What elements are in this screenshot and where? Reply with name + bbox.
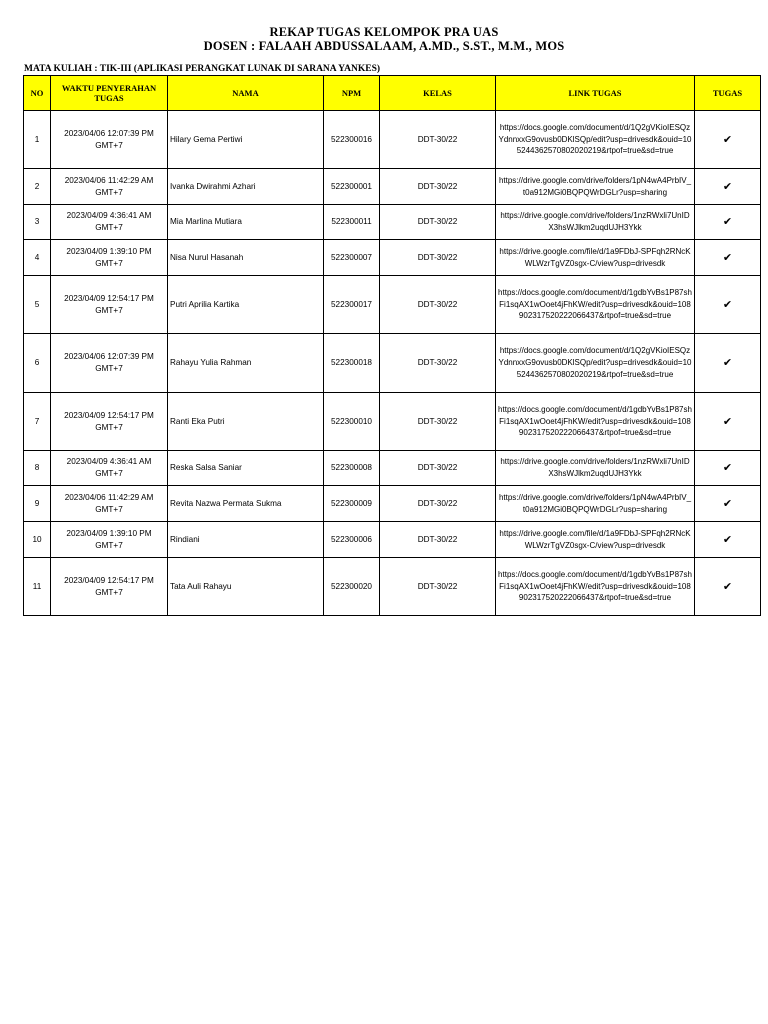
checkmark-icon: ✔	[695, 205, 761, 240]
column-header-kelas: KELAS	[380, 76, 496, 111]
student-name: Ivanka Dwirahmi Azhari	[168, 169, 324, 205]
submission-time: 2023/04/09 1:39:10 PM GMT+7	[51, 240, 168, 276]
table-row	[24, 393, 761, 451]
row-number: 2	[24, 169, 51, 205]
assignment-link[interactable]: https://docs.google.com/document/d/1Q2gVKioIESQzYdnnxxG9ovusb0DKlSQp/edit?usp=drivesdk&ouid=105244362570802020219&rtpof=true&sd=true	[496, 111, 695, 169]
row-number: 1	[24, 111, 51, 169]
assignment-link[interactable]: https://drive.google.com/drive/folders/1nzRWxli7UnIDX3hsWJlkm2uqdUJH3Ykk	[496, 451, 695, 486]
submission-time: 2023/04/09 4:36:41 AM GMT+7	[51, 451, 168, 486]
submission-time: 2023/04/09 1:39:10 PM GMT+7	[51, 522, 168, 558]
student-npm: 522300006	[324, 522, 380, 558]
student-class: DDT-30/22	[380, 205, 496, 240]
table-row	[24, 522, 761, 558]
assignment-link[interactable]: https://drive.google.com/file/d/1a9FDbJ-SPFqh2RNcKWLWzrTgVZ0sgx-C/view?usp=drivesdk	[496, 522, 695, 558]
student-class: DDT-30/22	[380, 169, 496, 205]
assignment-link[interactable]: https://docs.google.com/document/d/1gdbYvBs1P87shFi1sqAX1wOoet4jFhKW/edit?usp=drivesdk&ouid=108902317520222066437&rtpof=true&sd=true	[496, 393, 695, 451]
submission-time: 2023/04/09 12:54:17 PM GMT+7	[51, 393, 168, 451]
checkmark-icon: ✔	[695, 486, 761, 522]
student-name: Reska Salsa Saniar	[168, 451, 324, 486]
row-number: 4	[24, 240, 51, 276]
student-npm: 522300016	[324, 111, 380, 169]
student-npm: 522300020	[324, 558, 380, 616]
checkmark-icon: ✔	[695, 522, 761, 558]
row-number: 11	[24, 558, 51, 616]
column-header-link: LINK TUGAS	[496, 76, 695, 111]
student-name: Tata Auli Rahayu	[168, 558, 324, 616]
student-class: DDT-30/22	[380, 393, 496, 451]
checkmark-icon: ✔	[695, 393, 761, 451]
table-row	[24, 240, 761, 276]
assignment-link[interactable]: https://docs.google.com/document/d/1Q2gVKioIESQzYdnnxxG9ovusb0DKlSQp/edit?usp=drivesdk&ouid=105244362570802020219&rtpof=true&sd=true	[496, 334, 695, 393]
student-npm: 522300010	[324, 393, 380, 451]
column-header-npm: NPM	[324, 76, 380, 111]
student-class: DDT-30/22	[380, 522, 496, 558]
assignment-link[interactable]: https://docs.google.com/document/d/1gdbYvBs1P87shFi1sqAX1wOoet4jFhKW/edit?usp=drivesdk&ouid=108902317520222066437&rtpof=true&sd=true	[496, 276, 695, 334]
row-number: 6	[24, 334, 51, 393]
student-class: DDT-30/22	[380, 451, 496, 486]
column-header-nama: NAMA	[168, 76, 324, 111]
student-npm: 522300008	[324, 451, 380, 486]
table-header-row	[24, 76, 761, 111]
student-npm: 522300017	[324, 276, 380, 334]
student-name: Revita Nazwa Permata Sukma	[168, 486, 324, 522]
student-class: DDT-30/22	[380, 558, 496, 616]
student-npm: 522300018	[324, 334, 380, 393]
column-header-tugas: TUGAS	[695, 76, 761, 111]
student-class: DDT-30/22	[380, 240, 496, 276]
table-row	[24, 558, 761, 616]
row-number: 8	[24, 451, 51, 486]
assignment-link[interactable]: https://drive.google.com/drive/folders/1pN4wA4PrbIV_t0a912MGi0BQPQWrDGLr?usp=sharing	[496, 486, 695, 522]
column-header-no: NO	[24, 76, 51, 111]
student-name: Putri Aprilia Kartika	[168, 276, 324, 334]
student-npm: 522300011	[324, 205, 380, 240]
assignment-link[interactable]: https://docs.google.com/document/d/1gdbYvBs1P87shFi1sqAX1wOoet4jFhKW/edit?usp=drivesdk&ouid=108902317520222066437&rtpof=true&sd=true	[496, 558, 695, 616]
student-name: Mia Marlina Mutiara	[168, 205, 324, 240]
table-row	[24, 486, 761, 522]
submission-time: 2023/04/09 12:54:17 PM GMT+7	[51, 276, 168, 334]
lecturer-title: DOSEN : FALAAH ABDUSSALAAM, A.MD., S.ST., M.M., MOS	[203, 39, 565, 53]
submission-time: 2023/04/06 11:42:29 AM GMT+7	[51, 169, 168, 205]
student-class: DDT-30/22	[380, 334, 496, 393]
table-row	[24, 169, 761, 205]
row-number: 10	[24, 522, 51, 558]
assignment-link[interactable]: https://drive.google.com/drive/folders/1pN4wA4PrbIV_t0a912MGi0BQPQWrDGLr?usp=sharing	[496, 169, 695, 205]
checkmark-icon: ✔	[695, 111, 761, 169]
student-name: Hilary Gema Pertiwi	[168, 111, 324, 169]
checkmark-icon: ✔	[695, 558, 761, 616]
checkmark-icon: ✔	[695, 451, 761, 486]
student-name: Nisa Nurul Hasanah	[168, 240, 324, 276]
student-name: Rahayu Yulia Rahman	[168, 334, 324, 393]
table-row	[24, 334, 761, 393]
student-class: DDT-30/22	[380, 276, 496, 334]
student-class: DDT-30/22	[380, 486, 496, 522]
student-npm: 522300009	[324, 486, 380, 522]
assignment-link[interactable]: https://drive.google.com/file/d/1a9FDbJ-SPFqh2RNcKWLWzrTgVZ0sgx-C/view?usp=drivesdk	[496, 240, 695, 276]
checkmark-icon: ✔	[695, 169, 761, 205]
row-number: 5	[24, 276, 51, 334]
student-name: Rindiani	[168, 522, 324, 558]
submission-time: 2023/04/09 4:36:41 AM GMT+7	[51, 205, 168, 240]
document-title: REKAP TUGAS KELOMPOK PRA UAS	[269, 25, 499, 39]
submission-time: 2023/04/09 12:54:17 PM GMT+7	[51, 558, 168, 616]
student-npm: 522300007	[324, 240, 380, 276]
submission-time: 2023/04/06 12:07:39 PM GMT+7	[51, 334, 168, 393]
table-row	[24, 451, 761, 486]
table-row	[24, 276, 761, 334]
student-npm: 522300001	[324, 169, 380, 205]
checkmark-icon: ✔	[695, 276, 761, 334]
student-class: DDT-30/22	[380, 111, 496, 169]
submission-time: 2023/04/06 11:42:29 AM GMT+7	[51, 486, 168, 522]
row-number: 9	[24, 486, 51, 522]
student-name: Ranti Eka Putri	[168, 393, 324, 451]
table-row	[24, 205, 761, 240]
row-number: 7	[24, 393, 51, 451]
checkmark-icon: ✔	[695, 334, 761, 393]
row-number: 3	[24, 205, 51, 240]
assignment-table	[23, 75, 761, 616]
course-subject: MATA KULIAH : TIK-III (APLIKASI PERANGKAT LUNAK DI SARANA YANKES)	[24, 64, 381, 74]
submission-time: 2023/04/06 12:07:39 PM GMT+7	[51, 111, 168, 169]
table-row	[24, 111, 761, 169]
checkmark-icon: ✔	[695, 240, 761, 276]
column-header-waktu: WAKTU PENYERAHAN TUGAS	[51, 76, 168, 111]
assignment-link[interactable]: https://drive.google.com/drive/folders/1nzRWxli7UnIDX3hsWJlkm2uqdUJH3Ykk	[496, 205, 695, 240]
